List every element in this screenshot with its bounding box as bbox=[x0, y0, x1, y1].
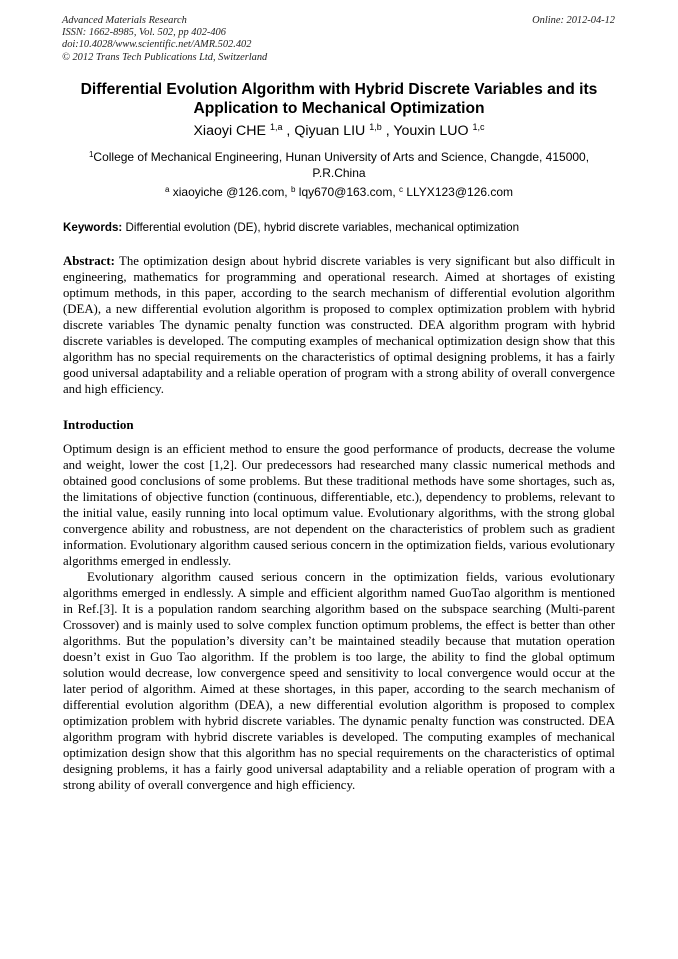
email-address: LLYX123@126.com bbox=[403, 185, 514, 199]
journal-doi: doi:10.4028/www.scientific.net/AMR.502.402 bbox=[62, 39, 252, 51]
introduction-body bbox=[63, 441, 615, 793]
abstract-label: Abstract: bbox=[63, 254, 115, 268]
email-address: xiaoyiche @126.com, bbox=[169, 185, 291, 199]
keywords-text: Differential evolution (DE), hybrid discrete variables, mechanical optimization bbox=[122, 221, 520, 234]
email-mark: c bbox=[399, 185, 404, 194]
email-mark: b bbox=[290, 185, 296, 194]
author-affiliation-mark: 1,c bbox=[472, 122, 485, 132]
author-name: Qiyuan LIU bbox=[294, 123, 366, 139]
author-separator: , bbox=[381, 123, 394, 139]
author-emails bbox=[40, 184, 638, 200]
affiliation bbox=[72, 149, 606, 181]
journal-name: Advanced Materials Research bbox=[62, 15, 187, 26]
author-name: Xiaoyi CHE bbox=[193, 123, 267, 139]
keywords bbox=[63, 220, 615, 235]
abstract bbox=[63, 253, 615, 397]
affiliation-mark: 1 bbox=[88, 150, 94, 159]
journal-copyright: © 2012 Trans Tech Publications Ltd, Switzerland bbox=[62, 51, 268, 63]
author-list bbox=[40, 122, 638, 140]
author-separator: , bbox=[282, 123, 295, 139]
email-mark: a bbox=[164, 185, 170, 194]
introduction-paragraph: Evolutionary algorithm caused serious concern in the optimization fields, various evolutionary algorithms emerged in endlessly. A simple and efficient algorithm named GuoTao algorithm is mentioned in Ref.[3]. It is a population random searching algorithm based on the subspace searching (Multi-parent Crossover) and is mainly used to solve complex function optimum problems, the effect is better than other algorithms. But the population’s diversity can’t be maintained steadily because that mutation operation doesn’t exist in Guo Tao algorithm. If the problem is too large, the ability to find the global optimum solution would decrease, low convergence speed and sensitivity to local convergence would occur at the later period of algorithm. Aimed at these shortages, in this paper, according to the search mechanism of differential evolution algorithm (DEA), a new differential evolution algorithm is proposed to complex optimization problem with hybrid discrete variables. The dynamic penalty function was constructed. DEA algorithm program with hybrid discrete variables is developed. The computing examples of mechanical optimization design show that this algorithm has no special requirements on the characteristics of optimal designing problems, it has a fairly good universal adaptability and a reliable operation of program with a strong ability of overall convergence and high efficiency. bbox=[63, 570, 615, 792]
affiliation-text: College of Mechanical Engineering, Hunan University of Arts and Science, Changde, 415000, P.R.China bbox=[93, 150, 590, 180]
paper-title: Differential Evolution Algorithm with Hybrid Discrete Variables and its Application to Mechanical Optimization bbox=[80, 81, 598, 117]
keywords-label: Keywords: bbox=[63, 221, 123, 234]
online-date: Online: 2012-04-12 bbox=[532, 15, 615, 26]
abstract-text: The optimization design about hybrid discrete variables is very significant but also difficult in engineering, mathematics for programming and operational research. Aimed at shortages of existing optimum methods, in this paper, according to the search mechanism of differential evolution algorithm (DEA), a new differential evolution algorithm is proposed to complex optimization problem with hybrid discrete variables The dynamic penalty function was constructed. DEA algorithm program with hybrid discrete variables is developed. The computing examples of mechanical optimization design show that this algorithm has no special requirements on the characteristics of optimal designing problems, it has a fairly good universal adaptability and a reliable operation of program with a strong ability of overall convergence and high efficiency. bbox=[63, 254, 615, 396]
introduction-paragraph: Optimum design is an efficient method to ensure the good performance of products, decrease the volume and weight, lower the cost [1,2]. Our predecessors had researched many classic numerical methods and obtained good conclusions of some problems. But these traditional methods have some shortages, such as, the limitations of objective function (continuous, differentiable, etc.), dependency to problems, relevant to the initial value, easily running into local optimum value. Evolutionary algorithms, with the strong global convergence ability and robustness, are not dependent on the characteristics of problem such as gradient information. Evolutionary algorithm caused serious concern in the optimization fields, various evolutionary algorithms emerged in endlessly. bbox=[63, 442, 615, 568]
author-affiliation-mark: 1,b bbox=[369, 122, 382, 132]
introduction-heading: Introduction bbox=[63, 417, 134, 432]
journal-issn: ISSN: 1662-8985, Vol. 502, pp 402-406 bbox=[62, 27, 226, 39]
journal-header bbox=[62, 15, 267, 64]
author-name: Youxin LUO bbox=[393, 123, 469, 139]
author-affiliation-mark: 1,a bbox=[269, 122, 283, 132]
email-address: lqy670@163.com, bbox=[295, 185, 400, 199]
